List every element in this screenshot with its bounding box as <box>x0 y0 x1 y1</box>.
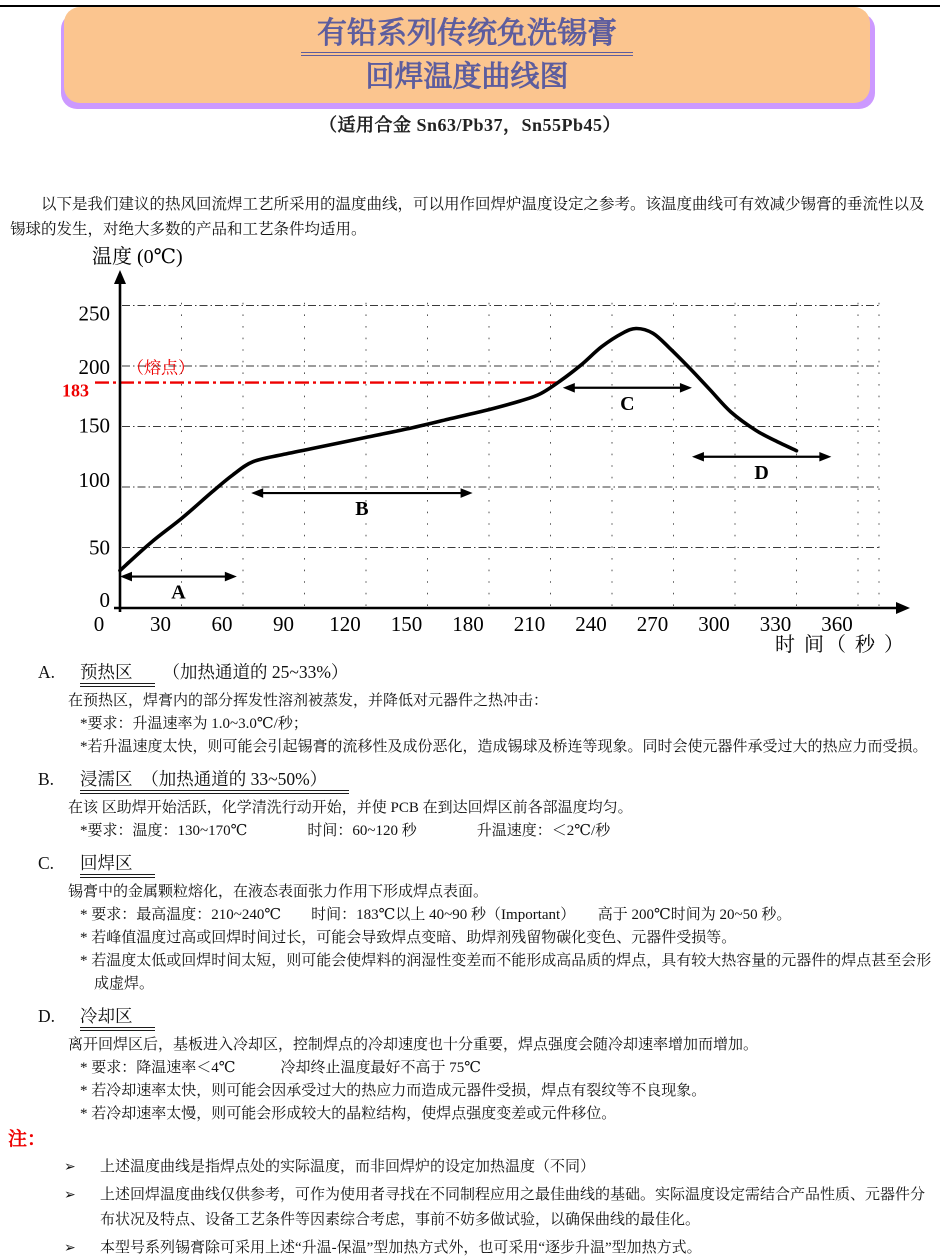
zone-arrowhead-right <box>819 452 831 462</box>
section-text-line: * 要求：降温速率＜4℃ 冷却终止温度最好不高于 75℃ <box>80 1060 482 1076</box>
zone-arrowhead-right <box>680 383 692 393</box>
section-text-line: 锡膏中的金属颗粒熔化，在液态表面张力作用下形成焊点表面。 <box>68 884 489 900</box>
document-title-line1 <box>64 14 870 54</box>
melting-point-annotation: （熔点） <box>127 358 195 378</box>
x-tick-label: 270 <box>636 612 669 636</box>
section-title: 浸濡区 （加热通道的 33~50%） <box>80 769 349 794</box>
y-tick-label: 50 <box>89 535 110 560</box>
x-axis-arrow <box>896 602 910 614</box>
section-text-line: 在该 区助焊开始活跃，化学清洗行动开始，并使 PCB 在到达回焊区前各部温度均匀。 <box>68 800 633 816</box>
zone-arrowhead-right <box>461 488 473 498</box>
notes <box>0 1128 940 1260</box>
zone-arrowhead-left <box>251 488 263 498</box>
y-tick-label: 200 <box>78 355 110 379</box>
x-tick-label: 360 <box>821 612 853 636</box>
zone-label-D: D <box>754 461 769 484</box>
section-letter: C. <box>38 853 55 873</box>
sections <box>0 659 940 1133</box>
x-tick-label: 240 <box>575 612 607 636</box>
section-C <box>0 850 940 996</box>
section-text-line: * 若冷却速率太慢，则可能会形成较大的晶粒结构，使焊点强度变差或元件移位。 <box>80 1106 617 1122</box>
section-heading <box>38 1003 940 1029</box>
title-rest-part: 系列传统免洗锡膏 <box>377 17 617 50</box>
section-text-line: * 若温度太低或回焊时间太短，则可能会使焊料的润湿性变差而不能形成高品质的焊点，具有较大热容量的元器件的焊点甚至会形成虚焊。 <box>80 953 932 992</box>
zone-arrowhead-right <box>225 572 237 582</box>
section-text-line: *要求：升温速率为 1.0~3.0℃/秒； <box>80 716 308 732</box>
section-heading <box>38 766 940 792</box>
section-text-line: *若升温速度太快，则可能会引起锡膏的流移性及成份恶化，造成锡球及桥连等现象。同时会使元器件承受过大的热应力而受损。 <box>80 739 928 755</box>
x-tick-label: 210 <box>513 612 546 636</box>
note-text: 本型号系列锡膏除可采用上述“升温-保温”型加热方式外，也可采用“逐步升温”型加热方式。 <box>100 1240 702 1256</box>
title-box <box>64 7 870 103</box>
y-tick-label: 100 <box>78 468 110 492</box>
note-bullet-icon: ➢ <box>64 1160 76 1175</box>
x-tick-label: 30 <box>150 612 171 636</box>
section-title: 预热区 <box>80 662 155 687</box>
x-tick-label: 60 <box>211 612 233 636</box>
section-title: 回焊区 <box>80 853 155 878</box>
x-tick-label: 120 <box>329 612 361 636</box>
y-tick-label: 150 <box>78 413 110 438</box>
note-text: 上述温度曲线是指焊点处的实际温度，而非回焊炉的设定加热温度（不同） <box>100 1159 596 1175</box>
document-title-line2: 回焊温度曲线图 <box>365 61 569 93</box>
note-bullet-icon: ➢ <box>64 1188 76 1203</box>
zone-arrowhead-left <box>563 383 575 393</box>
note-item <box>64 1183 932 1233</box>
section-title: 冷却区 <box>80 1006 155 1031</box>
section-text-line: * 若峰值温度过高或回焊时间过长，可能会导致焊点变暗、助焊剂残留物碳化变色、元器件受损等。 <box>80 930 737 946</box>
section-letter: B. <box>38 769 55 789</box>
section-text-line: * 要求：最高温度：210~240℃ 时间：183℃以上 40~90 秒（Important） 高于 200℃时间为 20~50 秒。 <box>80 907 792 923</box>
section-text-line: * 若冷却速率太快，则可能会因承受过大的热应力而造成元器件受损，焊点有裂纹等不良现象。 <box>80 1083 707 1099</box>
subtitle-alloy: （适用合金 Sn63/Pb37，Sn55Pb45） <box>318 115 622 135</box>
y-axis-arrow <box>114 270 126 284</box>
zone-arrowhead-left <box>692 452 704 462</box>
section-letter: D. <box>38 1006 56 1026</box>
melting-point-value: 183 <box>62 380 89 401</box>
section-text-line: *要求：温度：130~170℃ 时间：60~120 秒 升温速度：＜2℃/秒 <box>80 823 611 839</box>
section-letter: A. <box>38 662 56 682</box>
note-bullet-icon: ➢ <box>64 1241 76 1256</box>
section-heading <box>38 659 940 685</box>
x-axis-title: 时 间（ 秒 ） <box>775 634 906 656</box>
reflow-temperature-chart <box>0 240 940 660</box>
section-heading <box>38 850 940 876</box>
note-item <box>64 1155 932 1180</box>
note-text: 上述回焊温度曲线仅供参考，可作为使用者寻找在不同制程应用之最佳曲线的基础。实际温度设定需结合产品性质、元器件分布状况及特点、设备工艺条件等因素综合考虑，事前不妨多做试验，以确保曲线的最佳化。 <box>100 1187 926 1228</box>
title-bold-part: 有铅 <box>317 17 377 50</box>
x-tick-label: 300 <box>698 612 730 636</box>
section-text-line: 在预热区，焊膏内的部分挥发性溶剂被蒸发，并降低对元器件之热冲击： <box>68 693 549 709</box>
notes-label: 注： <box>8 1129 47 1150</box>
section-D <box>0 1003 940 1126</box>
x-tick-label: 180 <box>452 612 484 636</box>
x-tick-label: 0 <box>93 612 105 636</box>
section-B <box>0 766 940 843</box>
note-item <box>64 1236 932 1260</box>
section-title-suffix: （加热通道的 25~33%） <box>162 662 349 682</box>
zone-label-C: C <box>620 392 635 415</box>
y-axis-title: 温度 (0℃) <box>92 246 183 268</box>
x-tick-label: 330 <box>759 612 792 636</box>
zone-label-A: A <box>171 581 186 604</box>
title-underlined <box>301 17 633 56</box>
section-text-line: 离开回焊区后，基板进入冷却区，控制焊点的冷却速度也十分重要，焊点强度会随冷却速率增加而增加。 <box>68 1037 759 1053</box>
section-A <box>0 659 940 759</box>
x-tick-label: 150 <box>390 612 423 636</box>
y-tick-label: 250 <box>78 301 110 326</box>
intro-paragraph: 以下是我们建议的热风回流焊工艺所采用的温度曲线，可以用作回焊炉温度设定之参考。该温度曲线可有效减少锡膏的垂流性以及锡球的发生，对绝大多数的产品和工艺条件均适用。 <box>10 196 925 238</box>
x-tick-label: 90 <box>273 612 294 636</box>
zone-label-B: B <box>355 498 369 521</box>
note-items <box>0 1155 940 1260</box>
temperature-curve <box>120 329 797 571</box>
zone-arrowhead-left <box>120 572 132 582</box>
y-tick-label: 0 <box>99 588 110 612</box>
